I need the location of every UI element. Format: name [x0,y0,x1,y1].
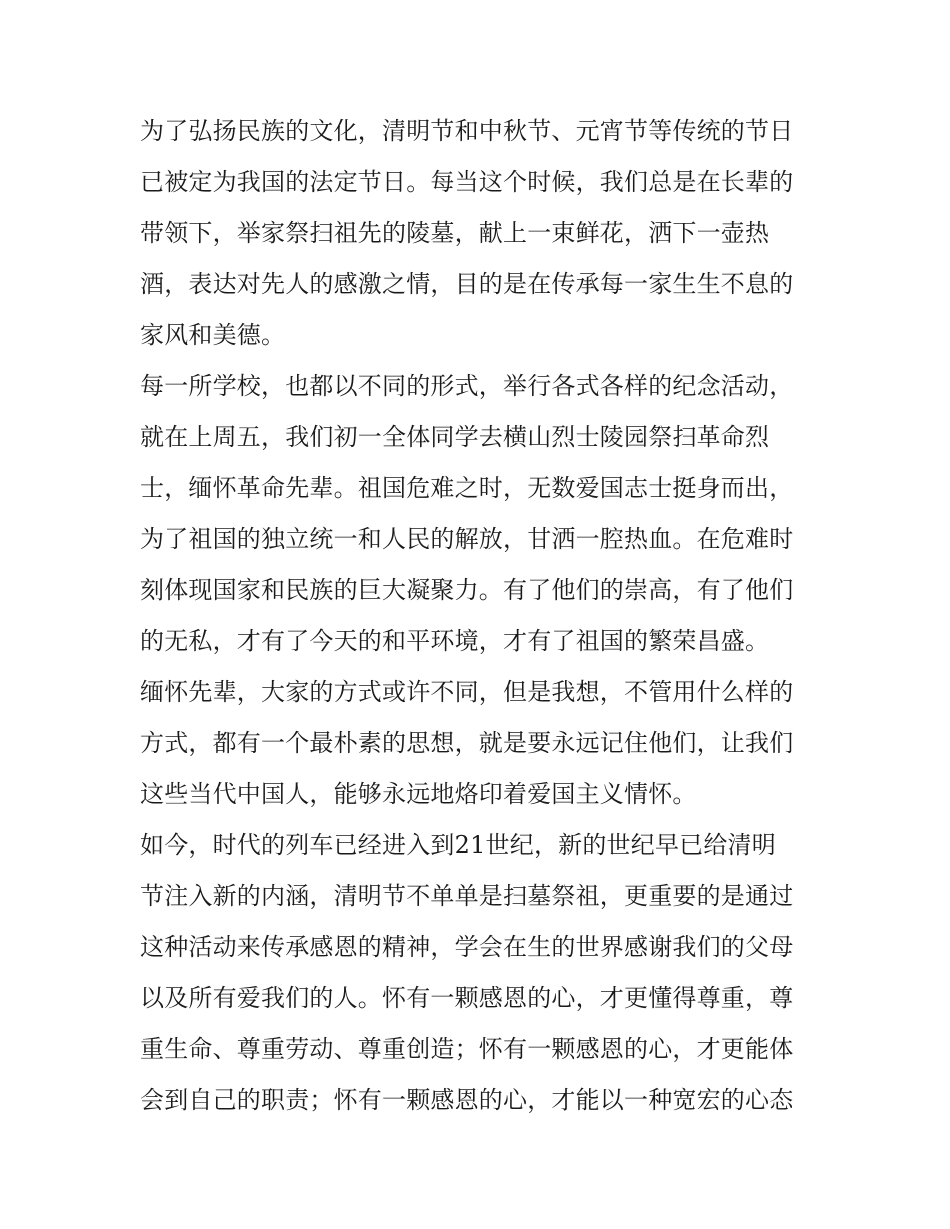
text-line: 重生命、尊重劳动、尊重创造；怀有一颗感恩的心，才更能体 [140,1035,794,1063]
text-line: 方式，都有一个最朴素的思想，就是要永远记住他们，让我们 [140,729,794,757]
text-line: 以及所有爱我们的人。怀有一颗感恩的心，才更懂得尊重，尊 [140,984,794,1012]
body-text [140,106,820,1126]
text-line: 缅怀先辈，大家的方式或许不同，但是我想，不管用什么样的 [140,678,794,706]
text-line: 带领下，举家祭扫祖先的陵墓，献上一束鲜花，洒下一壶热 [140,219,770,247]
text-line: 的无私，才有了今天的和平环境，才有了祖国的繁荣昌盛。 [140,627,770,655]
text-line: 士，缅怀革命先辈。祖国危难之时，无数爱国志士挺身而出， [140,474,794,502]
text-line: 家风和美德。 [140,321,286,349]
text-line: 这种活动来传承感恩的精神，学会在生的世界感谢我们的父母 [140,933,794,961]
text-line: 已被定为我国的法定节日。每当这个时候，我们总是在长辈的 [140,168,794,196]
text-line: 为了祖国的独立统一和人民的解放，甘洒一腔热血。在危难时 [140,525,794,553]
text-line: 为了弘扬民族的文化，清明节和中秋节、元宵节等传统的节日 [140,117,794,145]
text-line: 这些当代中国人，能够永远地烙印着爱国主义情怀。 [140,780,697,808]
text-line: 每一所学校，也都以不同的形式，举行各式各样的纪念活动， [140,372,794,400]
text-line: 会到自己的职责；怀有一颗感恩的心，才能以一种宽宏的心态 [140,1086,794,1114]
text-line: 节注入新的内涵，清明节不单单是扫墓祭祖，更重要的是通过 [140,882,794,910]
text-line: 刻体现国家和民族的巨大凝聚力。有了他们的崇高，有了他们 [140,576,794,604]
text-line: 就在上周五，我们初一全体同学去横山烈士陵园祭扫革命烈 [140,423,770,451]
text-line: 酒，表达对先人的感激之情，目的是在传承每一家生生不息的 [140,270,794,298]
text-line: 如今，时代的列车已经进入到21世纪，新的世纪早已给清明 [140,831,776,859]
